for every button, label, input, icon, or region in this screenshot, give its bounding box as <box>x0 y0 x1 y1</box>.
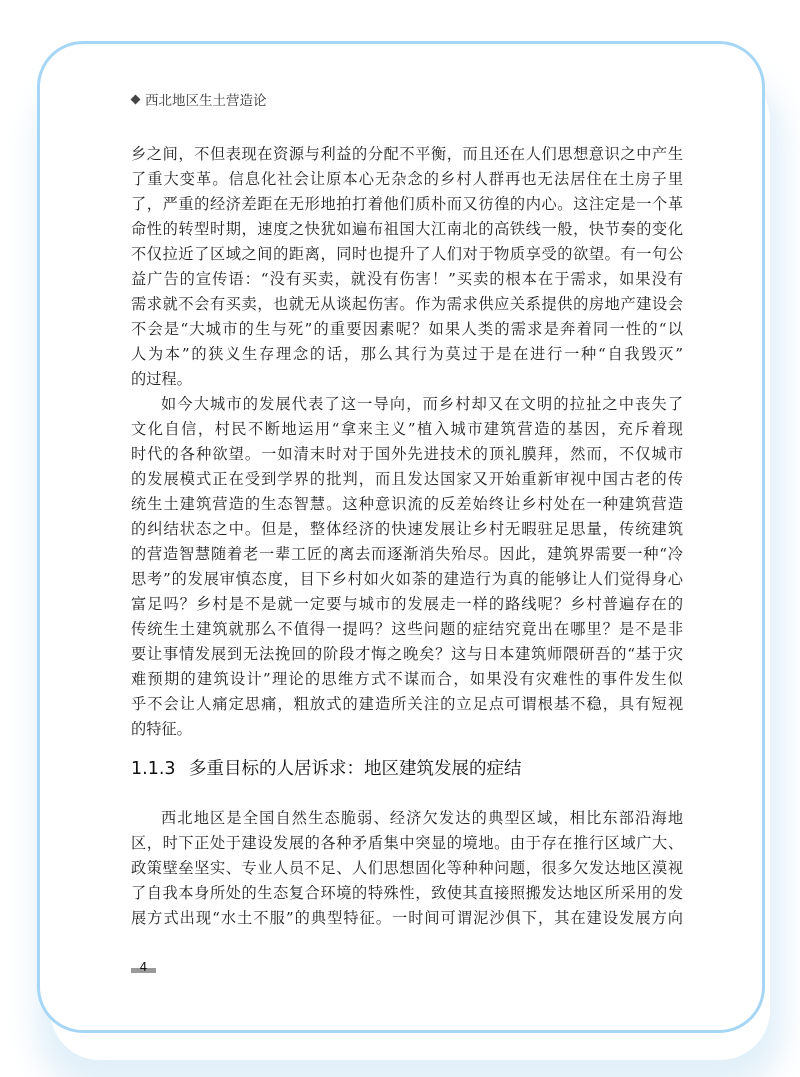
text-line: 统生土建筑营造的生态智慧。这种意识流的反差始终让乡村处在一种建筑营造 <box>131 495 683 513</box>
text-line: 乡之间，不但表现在资源与利益的分配不平衡，而且还在人们思想意识之中产生 <box>131 145 683 163</box>
text-line: 命性的转型时期，速度之快犹如遍布祖国大江南北的高铁线一般，快节奏的变化 <box>131 220 683 238</box>
text-line: 区，时下正处于建设发展的各种矛盾集中突显的境地。由于存在推行区域广大、 <box>131 834 683 852</box>
text-line: 文化自信，村民不断地运用“拿来主义”植入城市建筑营造的基因，充斥着现 <box>131 420 683 438</box>
text-line: 不会是“大城市的生与死”的重要因素呢？如果人类的需求是奔着同一性的“以 <box>131 320 683 338</box>
text-line: 时代的各种欲望。一如清末时对于国外先进技术的顶礼膜拜，然而，不仅城市 <box>131 445 683 463</box>
text-line: 的营造智慧随着老一辈工匠的离去而逐渐消失殆尽。因此，建筑界需要一种“冷 <box>131 545 683 563</box>
page-card <box>37 41 765 1033</box>
text-line: 人为本”的狭义生存理念的话，那么其行为莫过于是在进行一种“自我毁灭” <box>131 345 683 363</box>
text-line: 传统生土建筑就那么不值得一提吗？这些问题的症结究竟出在哪里？是不是非 <box>131 620 683 638</box>
text-line: 西北地区是全国自然生态脆弱、经济欠发达的典型区域，相比东部沿海地 <box>161 809 683 827</box>
text-line: 的特征。 <box>131 720 192 738</box>
text-line: 思考”的发展审慎态度，目下乡村如火如荼的建造行为真的能够让人们觉得身心 <box>131 570 683 588</box>
text-line: 政策壁垒坚实、专业人员不足、人们思想固化等种种问题，很多欠发达地区漠视 <box>131 859 683 877</box>
section-title: 多重目标的人居诉求：地区建筑发展的症结 <box>189 759 522 779</box>
paragraph <box>131 392 683 742</box>
text-line: 富足吗？乡村是不是就一定要与城市的发展走一样的路线呢？乡村普遍存在的 <box>131 595 683 613</box>
section-body <box>131 806 683 931</box>
body-text <box>131 142 683 742</box>
text-line: 要让事情发展到无法挽回的阶段才悔之晚矣？这与日本建筑师隈研吾的“基于灾 <box>131 645 683 663</box>
text-line: 了，严重的经济差距在无形地拍打着他们质朴而又彷徨的内心。这注定是一个革 <box>131 195 683 213</box>
text-line: 难预期的建筑设计”理论的思维方式不谋而合，如果没有灾难性的事件发生似 <box>131 670 683 688</box>
running-title: 西北地区生土营造论 <box>145 93 267 109</box>
text-line: 的纠结状态之中。但是，整体经济的快速发展让乡村无暇驻足思量，传统建筑 <box>131 520 683 538</box>
text-line: 的发展模式正在受到学界的批判，而且发达国家又开始重新审视中国古老的传 <box>131 470 683 488</box>
text-line: 不仅拉近了区域之间的距离，同时也提升了人们对于物质享受的欲望。有一句公 <box>131 245 683 263</box>
page-number: 4 <box>131 960 156 974</box>
paragraph <box>131 806 683 931</box>
text-line: 的过程。 <box>131 370 192 388</box>
text-line: 如今大城市的发展代表了这一导向，而乡村却又在文明的拉扯之中丧失了 <box>161 395 683 413</box>
text-line: 乎不会让人痛定思痛，粗放式的建造所关注的立足点可谓根基不稳，具有短视 <box>131 695 683 713</box>
running-header <box>132 89 267 109</box>
section-heading <box>131 756 522 782</box>
text-line: 了自我本身所处的生态复合环境的特殊性，致使其直接照搬发达地区所采用的发 <box>131 884 683 902</box>
diamond-bullet-icon <box>131 94 141 104</box>
text-line: 了重大变革。信息化社会让原本心无杂念的乡村人群再也无法居住在土房子里 <box>131 170 683 188</box>
section-number: 1.1.3 <box>131 759 176 779</box>
text-line: 益广告的宣传语：“没有买卖，就没有伤害！”买卖的根本在于需求，如果没有 <box>131 270 683 288</box>
text-line: 需求就不会有买卖，也就无从谈起伤害。作为需求供应关系提供的房地产建设会 <box>131 295 683 313</box>
paragraph <box>131 142 683 392</box>
text-line: 展方式出现“水土不服”的典型特征。一时间可谓泥沙俱下，其在建设发展方向 <box>131 909 683 927</box>
